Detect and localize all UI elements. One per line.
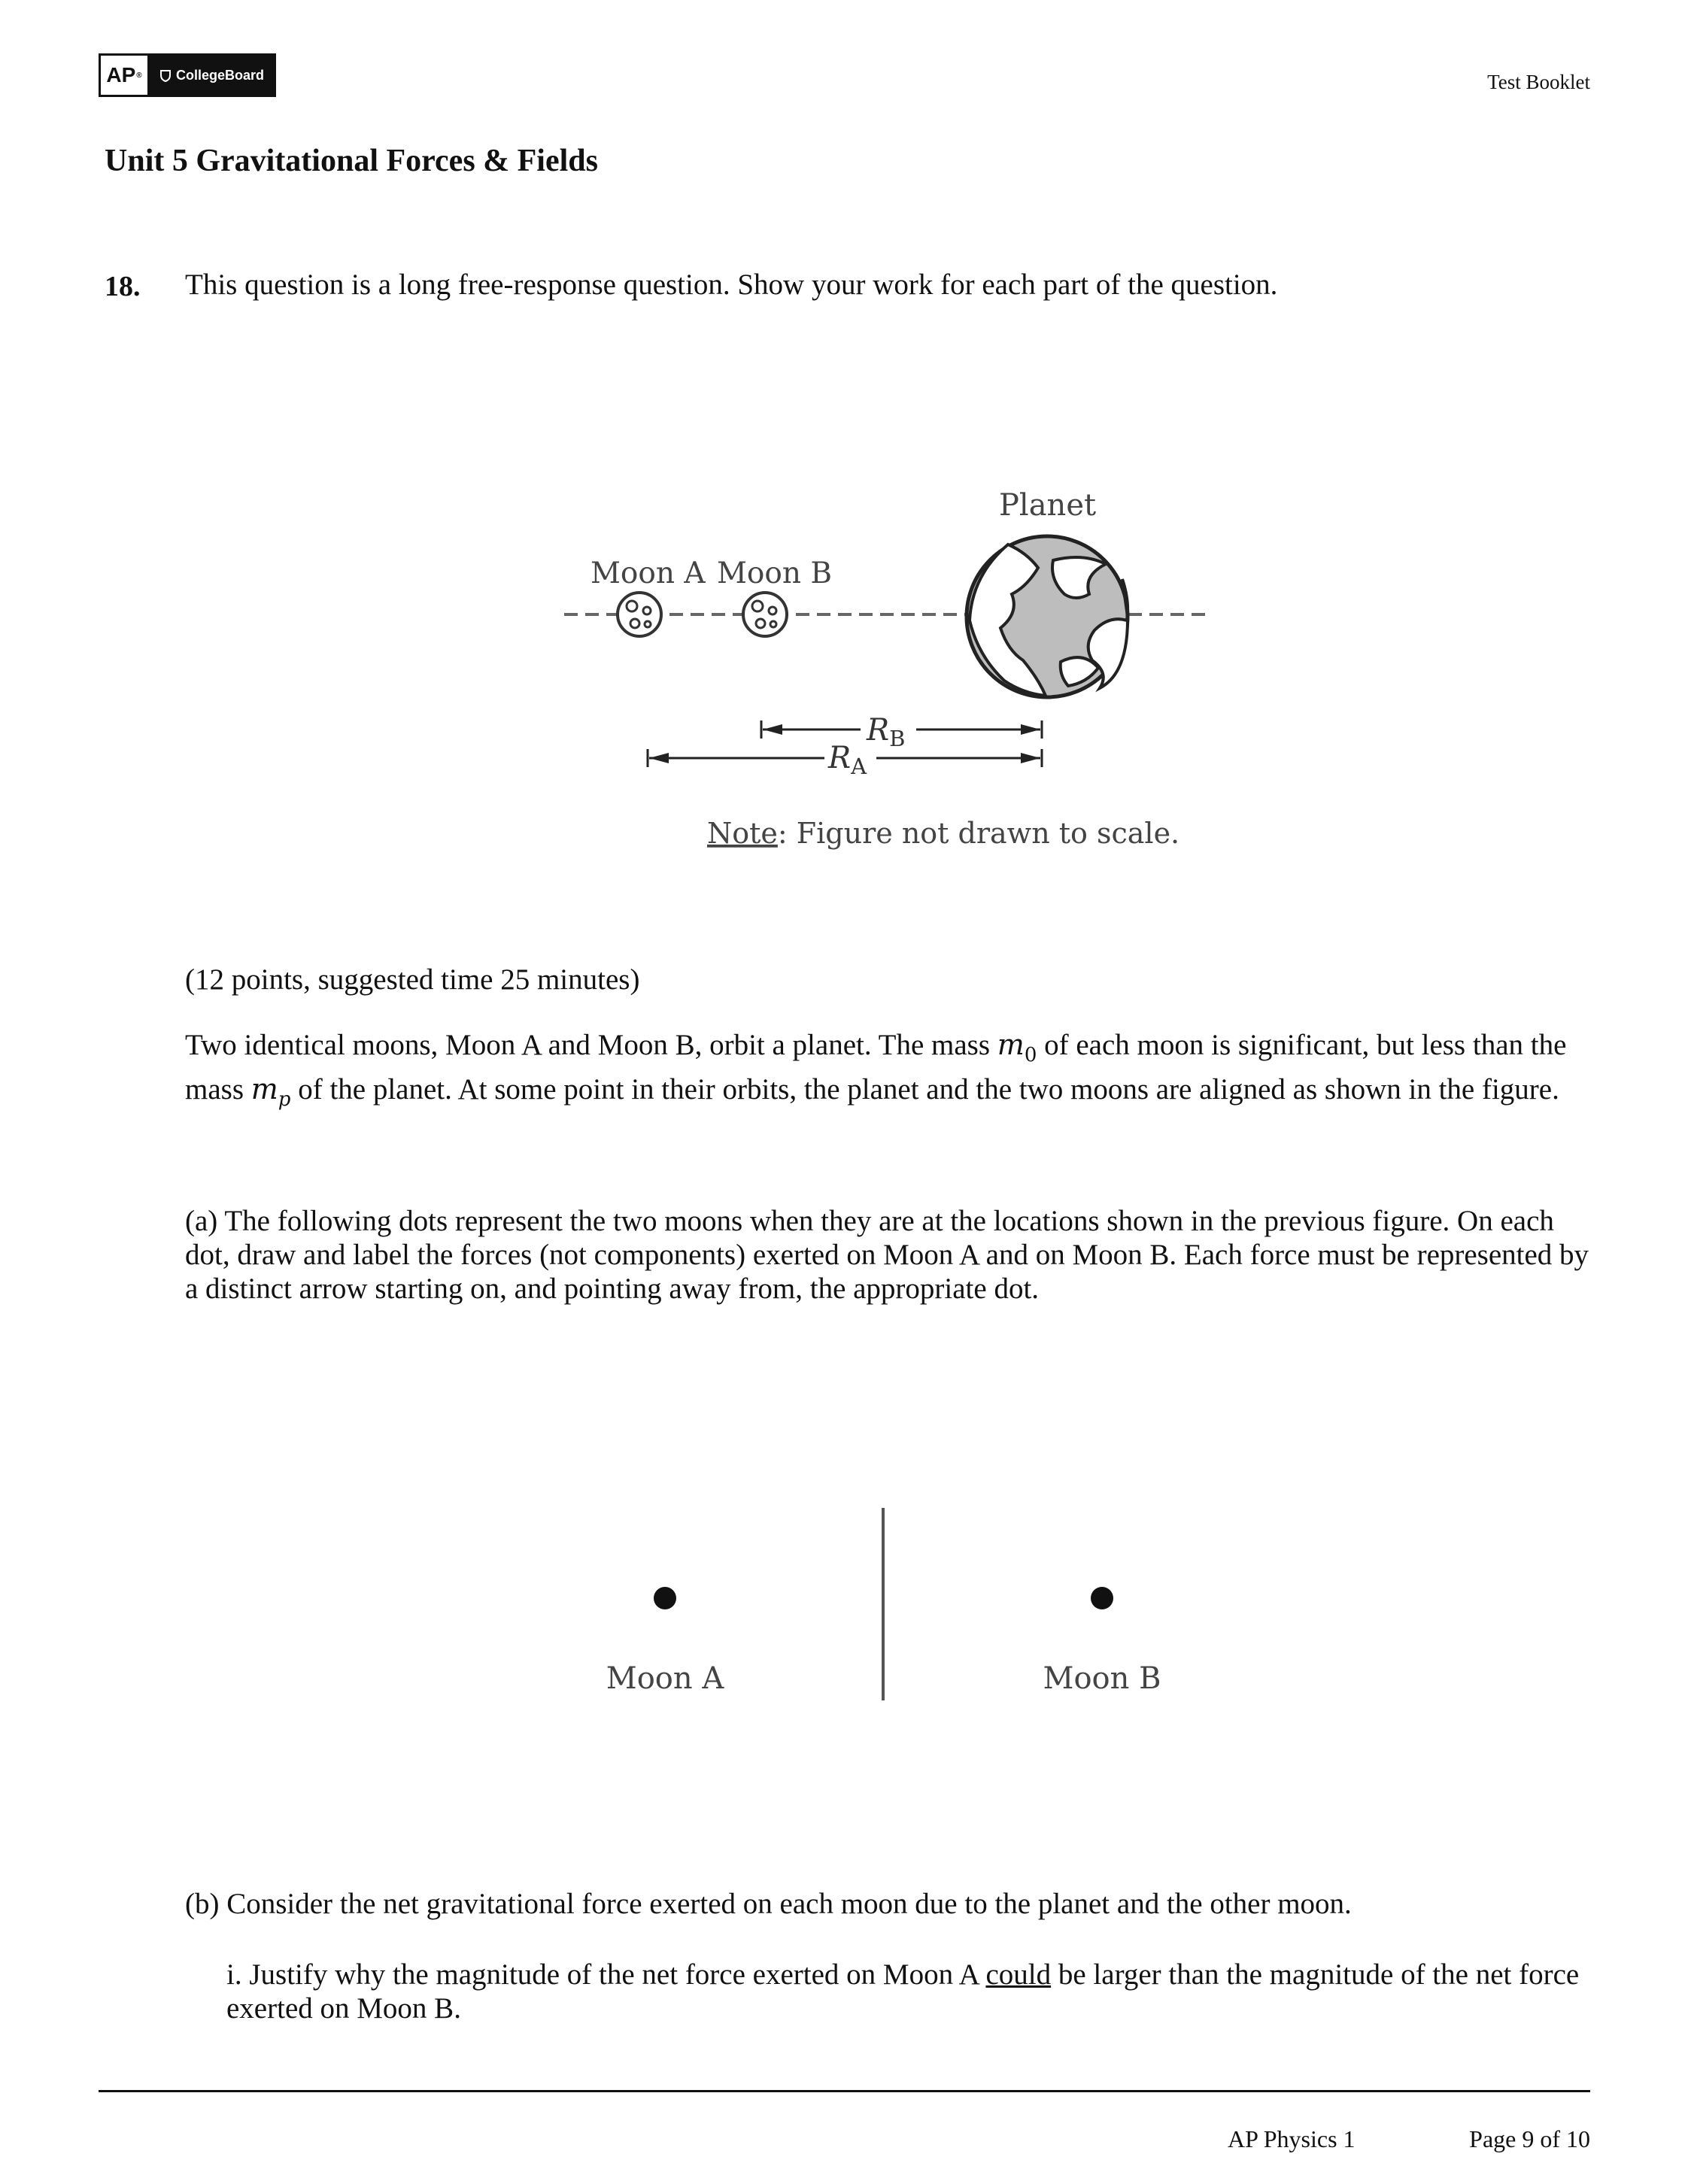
question-number: 18.: [105, 271, 141, 302]
question-intro: This question is a long free-response question. Show your work for each part of the question.: [185, 268, 1278, 301]
moon-b-dot[interactable]: [1091, 1587, 1113, 1609]
acorn-icon: [159, 68, 172, 82]
force-diagram-area[interactable]: [587, 1500, 1189, 1718]
intro-paragraph: Two identical moons, Moon A and Moon B, orbit a planet. The mass $m_0$ of each moon is significant, but less than the mass $m_p$ of the planet. At some point in their orbits, the planet and the two moons are aligned as shown in the figure.: [185, 1028, 1567, 1111]
planet-label: Planet: [999, 488, 1097, 523]
moon-b-label: Moon B: [717, 557, 833, 590]
orbit-figure: [557, 481, 1219, 865]
part-b-prompt: (b) Consider the net gravitational force exerted on each moon due to the planet and the other moon.: [185, 1888, 1352, 1920]
footer-page-number: Page 9 of 10: [1469, 2125, 1590, 2152]
moon-b-icon: [743, 593, 787, 636]
moon-b-dot-label: Moon B: [1043, 1661, 1161, 1696]
ra-label: $R_A$: [828, 741, 867, 779]
footer-course: AP Physics 1: [1228, 2125, 1356, 2152]
unit-title: Unit 5 Gravitational Forces & Fields: [105, 144, 598, 178]
moon-a-icon: [618, 593, 661, 636]
test-booklet-label: Test Booklet: [1487, 71, 1590, 93]
college-board-wordmark: CollegeBoard: [150, 56, 274, 95]
part-b-i-prompt: i. Justify why the magnitude of the net force exerted on Moon A could be larger than the magnitude of the net force exerted on Moon B.: [226, 1958, 1580, 2025]
moon-a-label: Moon A: [590, 557, 706, 590]
planet-icon: [967, 536, 1128, 697]
footer-divider: [99, 2090, 1590, 2092]
moon-a-dot-label: Moon A: [606, 1661, 724, 1696]
part-a-prompt: (a) The following dots represent the two moons when they are at the locations shown in the previous figure. On each dot, draw and label the forces (not components) exerted on Moon A and on Moon B. Each force must be represented by a distinct arrow starting on, and pointing away from, the appropriate dot.: [185, 1205, 1589, 1305]
ap-logo-mark: AP ®: [101, 56, 150, 95]
college-board-logo: [99, 53, 276, 97]
figure-note: Note: Figure not drawn to scale.: [707, 817, 1180, 850]
moon-a-dot[interactable]: [654, 1587, 676, 1609]
rb-label: $R_B$: [867, 713, 906, 751]
points-and-time: (12 points, suggested time 25 minutes): [185, 963, 640, 996]
